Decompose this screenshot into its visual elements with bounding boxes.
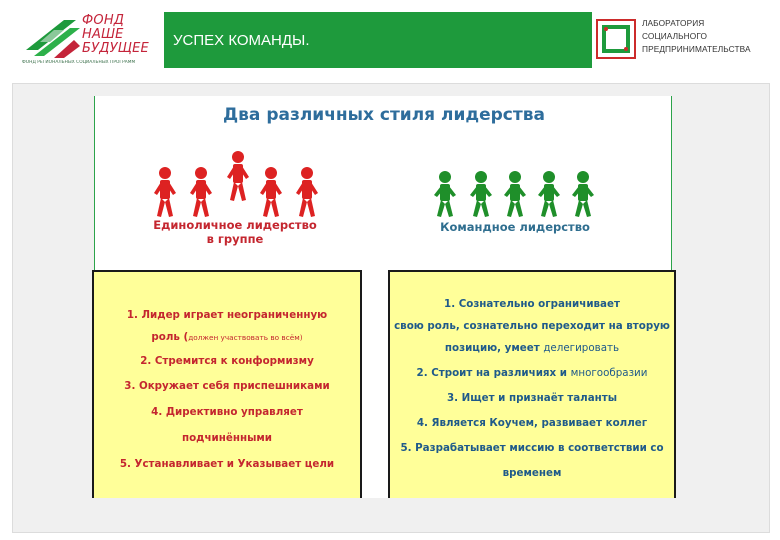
- slide-title: Два различных стиля лидерства: [223, 105, 545, 125]
- lab-logo-line-3: ПРЕДПРИНИМАТЕЛЬСТВА: [642, 44, 751, 54]
- fond-logo-line-1: ФОНД: [82, 13, 125, 28]
- right-item-2-main: 2. Строит на различиях и: [416, 367, 571, 379]
- left-item-5: 5. Устанавливает и Указывает цели: [119, 458, 335, 470]
- right-item-1-main: позицию, умеет: [444, 342, 544, 354]
- left-caption: [135, 218, 335, 246]
- fond-logo-line-3: БУДУЩЕЕ: [82, 41, 149, 56]
- page-title: УСПЕХ КОМАНДЫ.: [173, 32, 310, 49]
- right-item-2: [390, 366, 674, 380]
- red-people-icon: [149, 148, 339, 218]
- fond-logo-line-2: НАШЕ: [82, 27, 124, 42]
- fond-logo: [20, 12, 158, 68]
- right-item-4: 4. Является Коучем, развивает коллег: [416, 417, 648, 429]
- right-item-3: 3. Ищет и признаёт таланты: [446, 392, 618, 404]
- left-item-1-note: должен участвовать во всём): [188, 333, 303, 342]
- team-leadership-box: [388, 270, 676, 498]
- right-item-5-line-2: временем: [502, 467, 562, 479]
- right-item-1-line-1: 1. Сознательно ограничивает: [444, 298, 620, 310]
- left-caption-line-1: Единоличное лидерство: [153, 218, 317, 232]
- left-item-1-line-1: 1. Лидер играет неограниченную: [126, 309, 328, 321]
- right-item-1-line-2: свою роль, сознательно переходит на вторую: [394, 320, 670, 332]
- fond-emblem-icon: [24, 16, 82, 60]
- right-item-1-thin: делегировать: [543, 342, 620, 354]
- lab-logo-line-1: ЛАБОРАТОРИЯ: [642, 18, 705, 28]
- lab-logo-line-2: СОЦИАЛЬНОГО: [642, 31, 707, 41]
- left-item-1-main: роль (: [151, 331, 189, 343]
- left-item-2: 2. Стремится к конформизму: [140, 355, 314, 367]
- right-item-2-thin: многообразии: [570, 367, 648, 379]
- single-leadership-box: [92, 270, 362, 498]
- left-item-4-line-1: 4. Директивно управляет: [151, 406, 303, 418]
- left-caption-line-2: в группе: [206, 232, 264, 246]
- right-caption: Командное лидерство: [440, 220, 590, 234]
- green-people-icon: [431, 170, 609, 220]
- right-item-1-line-3: [390, 341, 674, 355]
- left-item-3: 3. Окружает себя приспешниками: [124, 380, 330, 392]
- left-item-1-line-2: [94, 330, 360, 345]
- lab-logo: [592, 12, 751, 68]
- right-item-5-line-1: 5. Разрабатывает миссию в соответствии со: [400, 442, 664, 454]
- fond-logo-subtitle: ФОНД РЕГИОНАЛЬНЫХ СОЦИАЛЬНЫХ ПРОГРАММ: [22, 60, 136, 65]
- lab-square-icon: [596, 19, 636, 59]
- left-item-4-line-2: подчинёнными: [181, 432, 273, 444]
